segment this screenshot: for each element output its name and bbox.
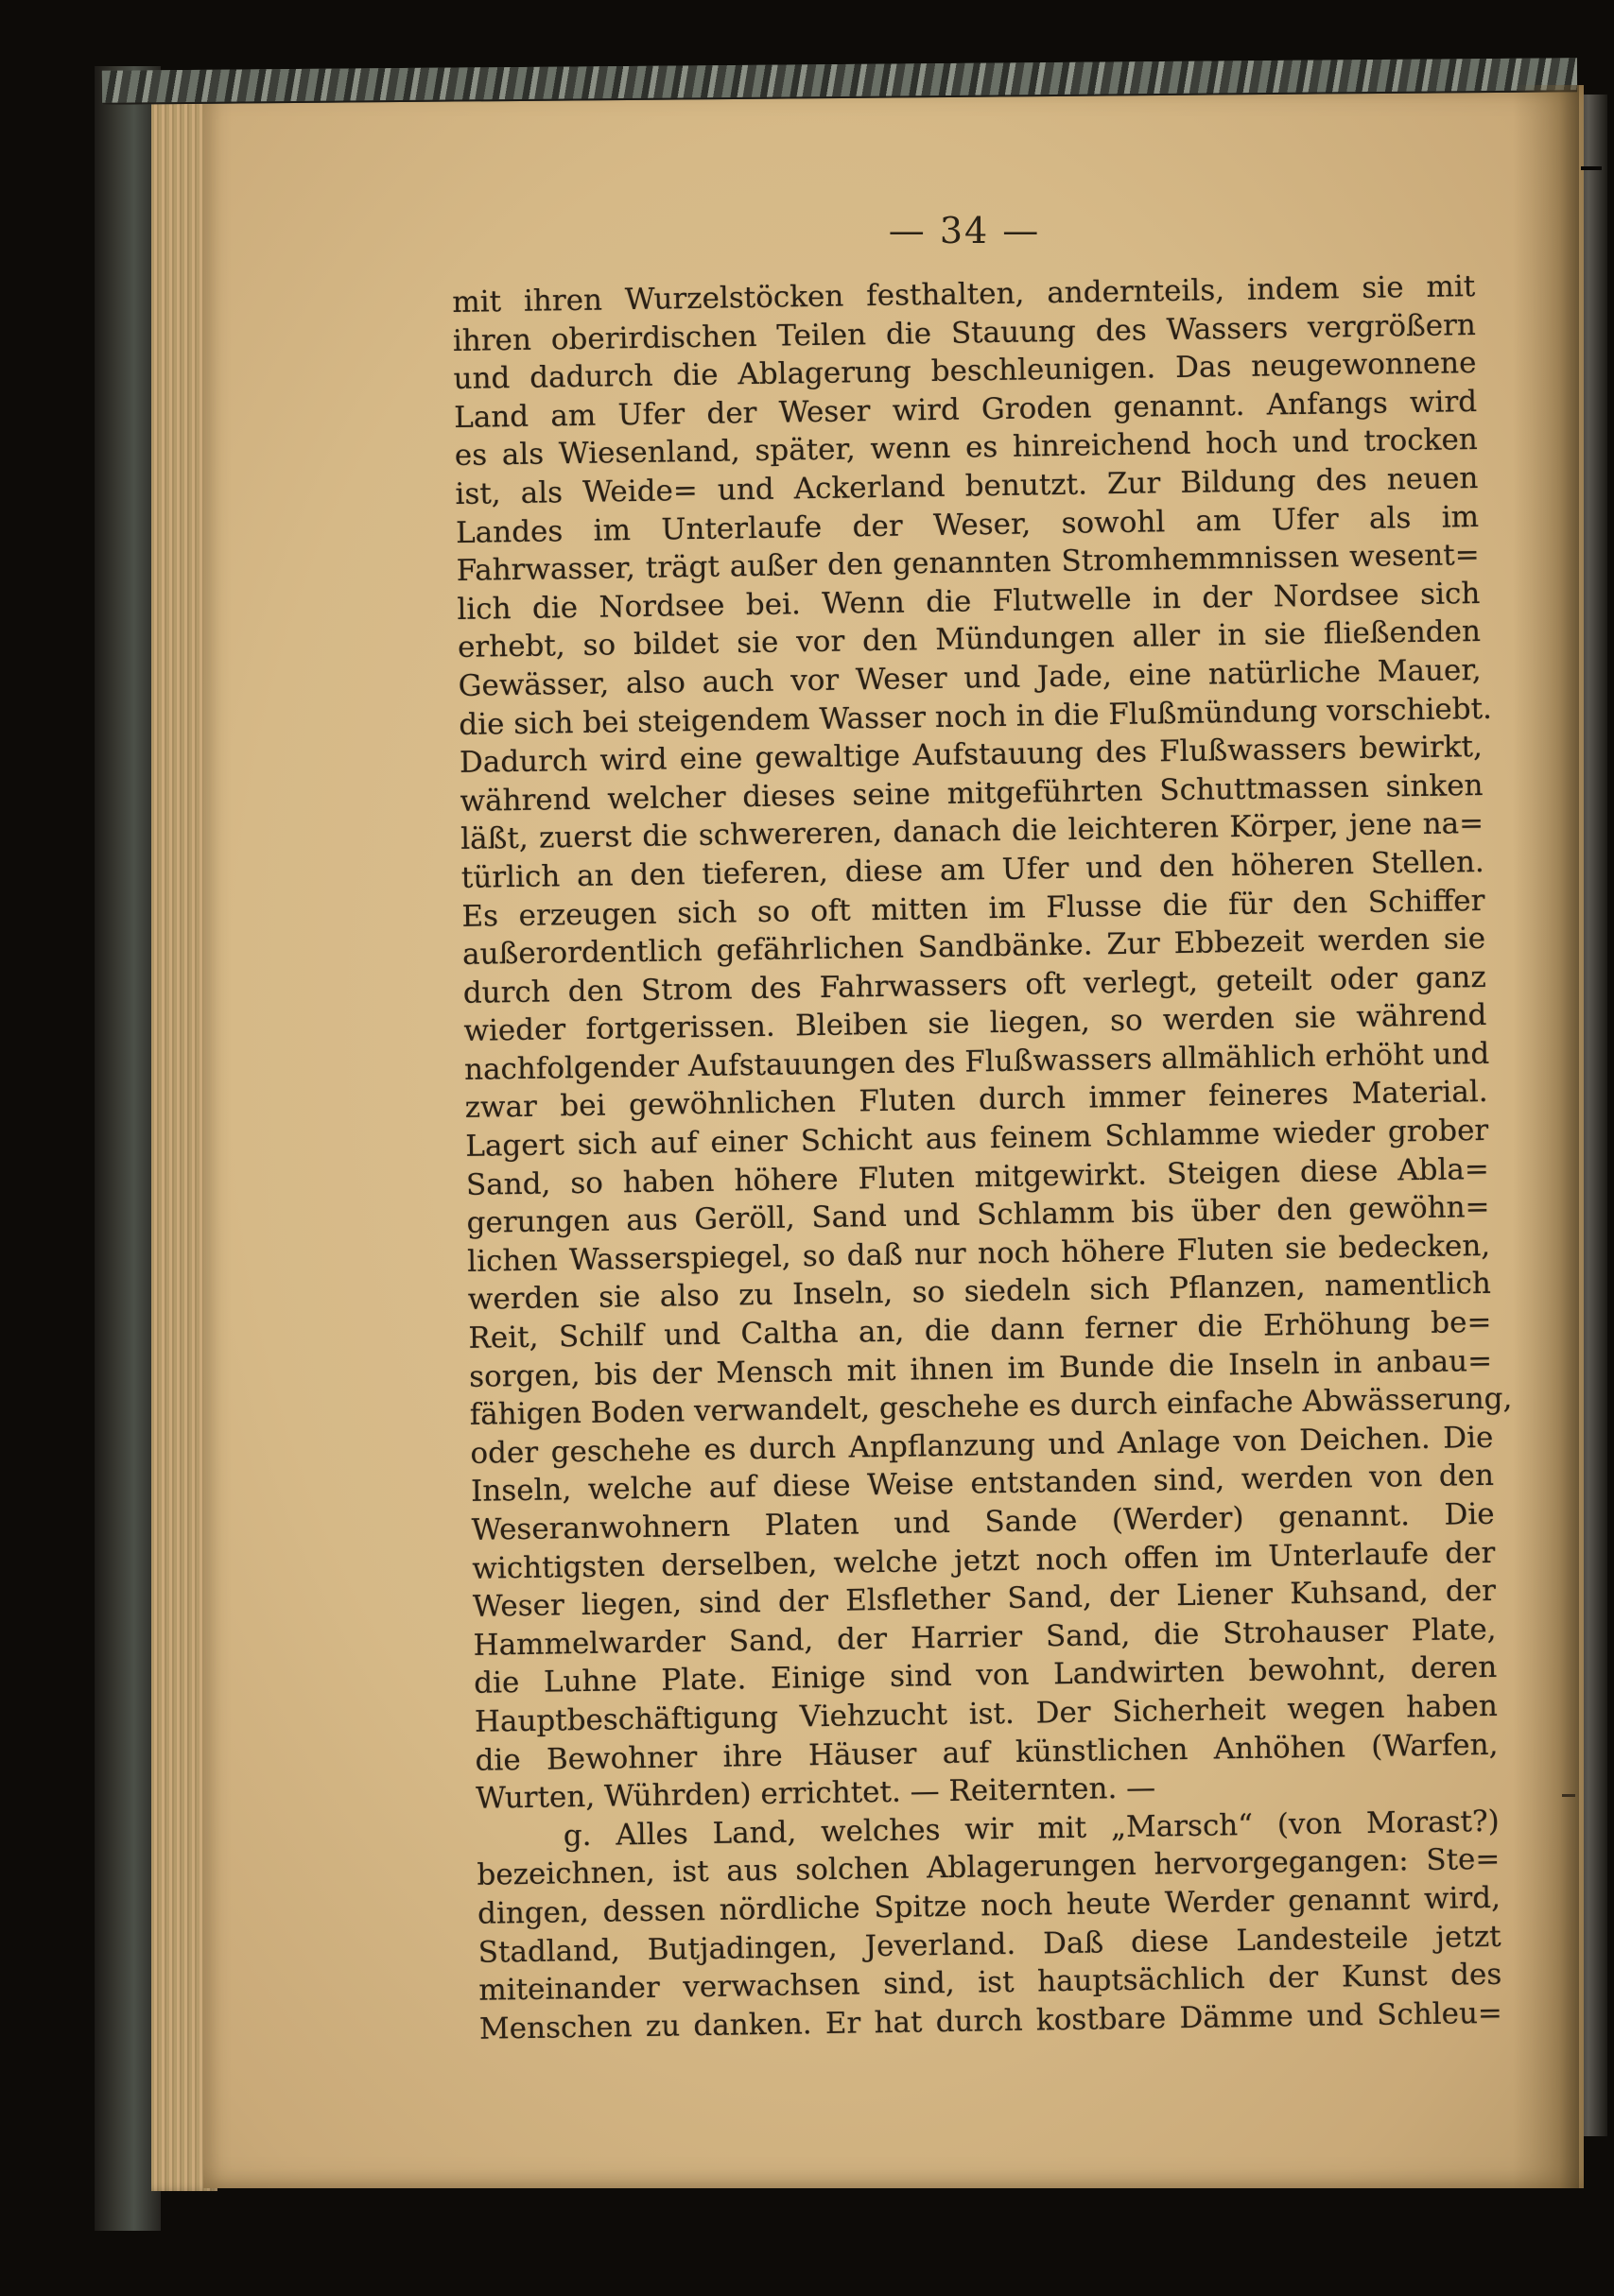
text-line: Hammelwarder Sand, der Harrier Sand, die Strohauser Plate, bbox=[473, 1612, 1497, 1663]
text-line: lichen Wasserspiegel, so daß nur noch höhere Fluten sie bedecken, bbox=[466, 1228, 1491, 1279]
text-line: wichtigsten derselben, welche jetzt noch offen im Unterlaufe der bbox=[472, 1535, 1496, 1586]
text-line: die Bewohner ihre Häuser auf künstlichen Anhöhen (Warfen, bbox=[475, 1727, 1499, 1778]
text-line: werden sie also zu Inseln, so siedeln sich Pflanzen, namentlich bbox=[467, 1267, 1492, 1318]
text-line: durch den Strom des Fahrwassers oft verlegt, geteilt oder ganz bbox=[462, 959, 1486, 1010]
text-line: Menschen zu danken. Er hat durch kostbare Dämme und Schleu= bbox=[478, 1995, 1503, 2046]
text-line: nachfolgender Aufstauungen des Flußwassers allmählich erhöht und bbox=[463, 1036, 1490, 1087]
text-line: Sand, so haben höhere Fluten mitgewirkt. Steigen diese Abla= bbox=[465, 1151, 1490, 1202]
text-line: Gewässer, also auch vor Weser und Jade, eine natürliche Mauer, bbox=[458, 652, 1482, 703]
text-line: lich die Nordsee bei. Wenn die Flutwelle in der Nordsee sich bbox=[457, 576, 1481, 627]
text-line: Fahrwasser, trägt außer den genannten Stromhemmnissen wesent= bbox=[456, 538, 1480, 589]
text-line: es als Wiesenland, später, wenn es hinreichend hoch und trocken bbox=[454, 423, 1479, 474]
text-line: Dadurch wird eine gewaltige Aufstauung des Flußwassers bewirkt, bbox=[459, 730, 1484, 781]
text-line: Inseln, welche auf diese Weise entstanden sind, werden von den bbox=[470, 1459, 1495, 1510]
text-line: Landes im Unterlaufe der Weser, sowohl am Ufer als im bbox=[455, 499, 1480, 550]
text-line: mit ihren Wurzelstöcken festhalten, andernteils, indem sie mit bbox=[452, 269, 1476, 319]
text-line: Wurten, Wührden) errichtet. — Reiternten. — bbox=[475, 1770, 1156, 1816]
text-line: läßt, zuerst die schwereren, danach die leichteren Körper, jene na= bbox=[460, 806, 1484, 857]
gutter-shadow bbox=[1513, 85, 1579, 2188]
text-line: Stadland, Butjadingen, Jeverland. Daß diese Landesteile jetzt bbox=[477, 1919, 1501, 1970]
text-line: die sich bei steigendem Wasser noch in die Flußmündung vorschiebt. bbox=[459, 691, 1493, 742]
text-line: ist, als Weide= und Ackerland benutzt. Zur Bildung des neuen bbox=[455, 460, 1479, 511]
text-line: erhebt, so bildet sie vor den Mündungen aller in sie fließenden bbox=[457, 614, 1482, 665]
text-line: gerungen aus Geröll, Sand und Schlamm bis über den gewöhn= bbox=[466, 1190, 1490, 1241]
page-number: — 34 — bbox=[888, 210, 1041, 251]
text-line: Es erzeugen sich so oft mitten im Flusse die für den Schiffer bbox=[461, 883, 1485, 934]
bookmark-mark bbox=[1581, 166, 1602, 170]
text-line: fähigen Boden verwandelt, geschehe es durch einfache Abwässerung, bbox=[469, 1381, 1513, 1433]
text-line: wieder fortgerissen. Bleiben sie liegen, so werden sie während bbox=[463, 998, 1487, 1049]
text-line: Lagert sich auf einer Schicht aus feinem Schlamme wieder grober bbox=[465, 1113, 1489, 1164]
text-line: Hauptbeschäftigung Viehzucht ist. Der Sicherheit wegen haben bbox=[474, 1688, 1499, 1739]
text-line: oder geschehe es durch Anpflanzung und Anlage von Deichen. Die bbox=[470, 1420, 1494, 1471]
text-line: Weseranwohnern Platen und Sande (Werder) genannt. Die bbox=[471, 1496, 1495, 1547]
text-line: außerordentlich gefährlichen Sandbänke. Zur Ebbezeit werden sie bbox=[461, 922, 1486, 973]
text-line: Weser liegen, sind der Elsflether Sand, der Liener Kuhsand, der bbox=[472, 1574, 1497, 1625]
text-line: zwar bei gewöhnlichen Fluten durch immer feineres Material. bbox=[464, 1075, 1488, 1126]
body-text bbox=[452, 268, 1513, 2048]
margin-mark bbox=[1562, 1794, 1575, 1797]
text-line: ihren oberirdischen Teilen die Stauung des Wassers vergrößern bbox=[452, 307, 1477, 358]
text-line: während welcher dieses seine mitgeführten Schuttmassen sinken bbox=[460, 768, 1484, 819]
text-line: miteinander verwachsen sind, ist hauptsächlich der Kunst des bbox=[478, 1957, 1502, 2008]
text-line: und dadurch die Ablagerung beschleunigen. Das neugewonnene bbox=[453, 346, 1477, 397]
text-line: g. Alles Land, welches wir mit „Marsch“ (von Morast?) bbox=[563, 1804, 1500, 1854]
text-line: türlich an den tieferen, diese am Ufer und den höheren Stellen. bbox=[460, 844, 1485, 895]
text-line: die Luhne Plate. Einige sind von Landwirten bewohnt, deren bbox=[473, 1650, 1498, 1701]
text-line: Land am Ufer der Weser wird Groden genannt. Anfangs wird bbox=[453, 384, 1478, 435]
text-line: sorgen, bis der Mensch mit ihnen im Bunde die Inseln in anbau= bbox=[468, 1343, 1493, 1394]
text-line: dingen, dessen nördliche Spitze noch heute Werder genannt wird, bbox=[477, 1880, 1501, 1931]
text-line: Reit, Schilf und Caltha an, die dann ferner die Erhöhung be= bbox=[468, 1304, 1492, 1355]
text-line: bezeichnen, ist aus solchen Ablagerungen hervorgegangen: Ste= bbox=[477, 1842, 1501, 1893]
